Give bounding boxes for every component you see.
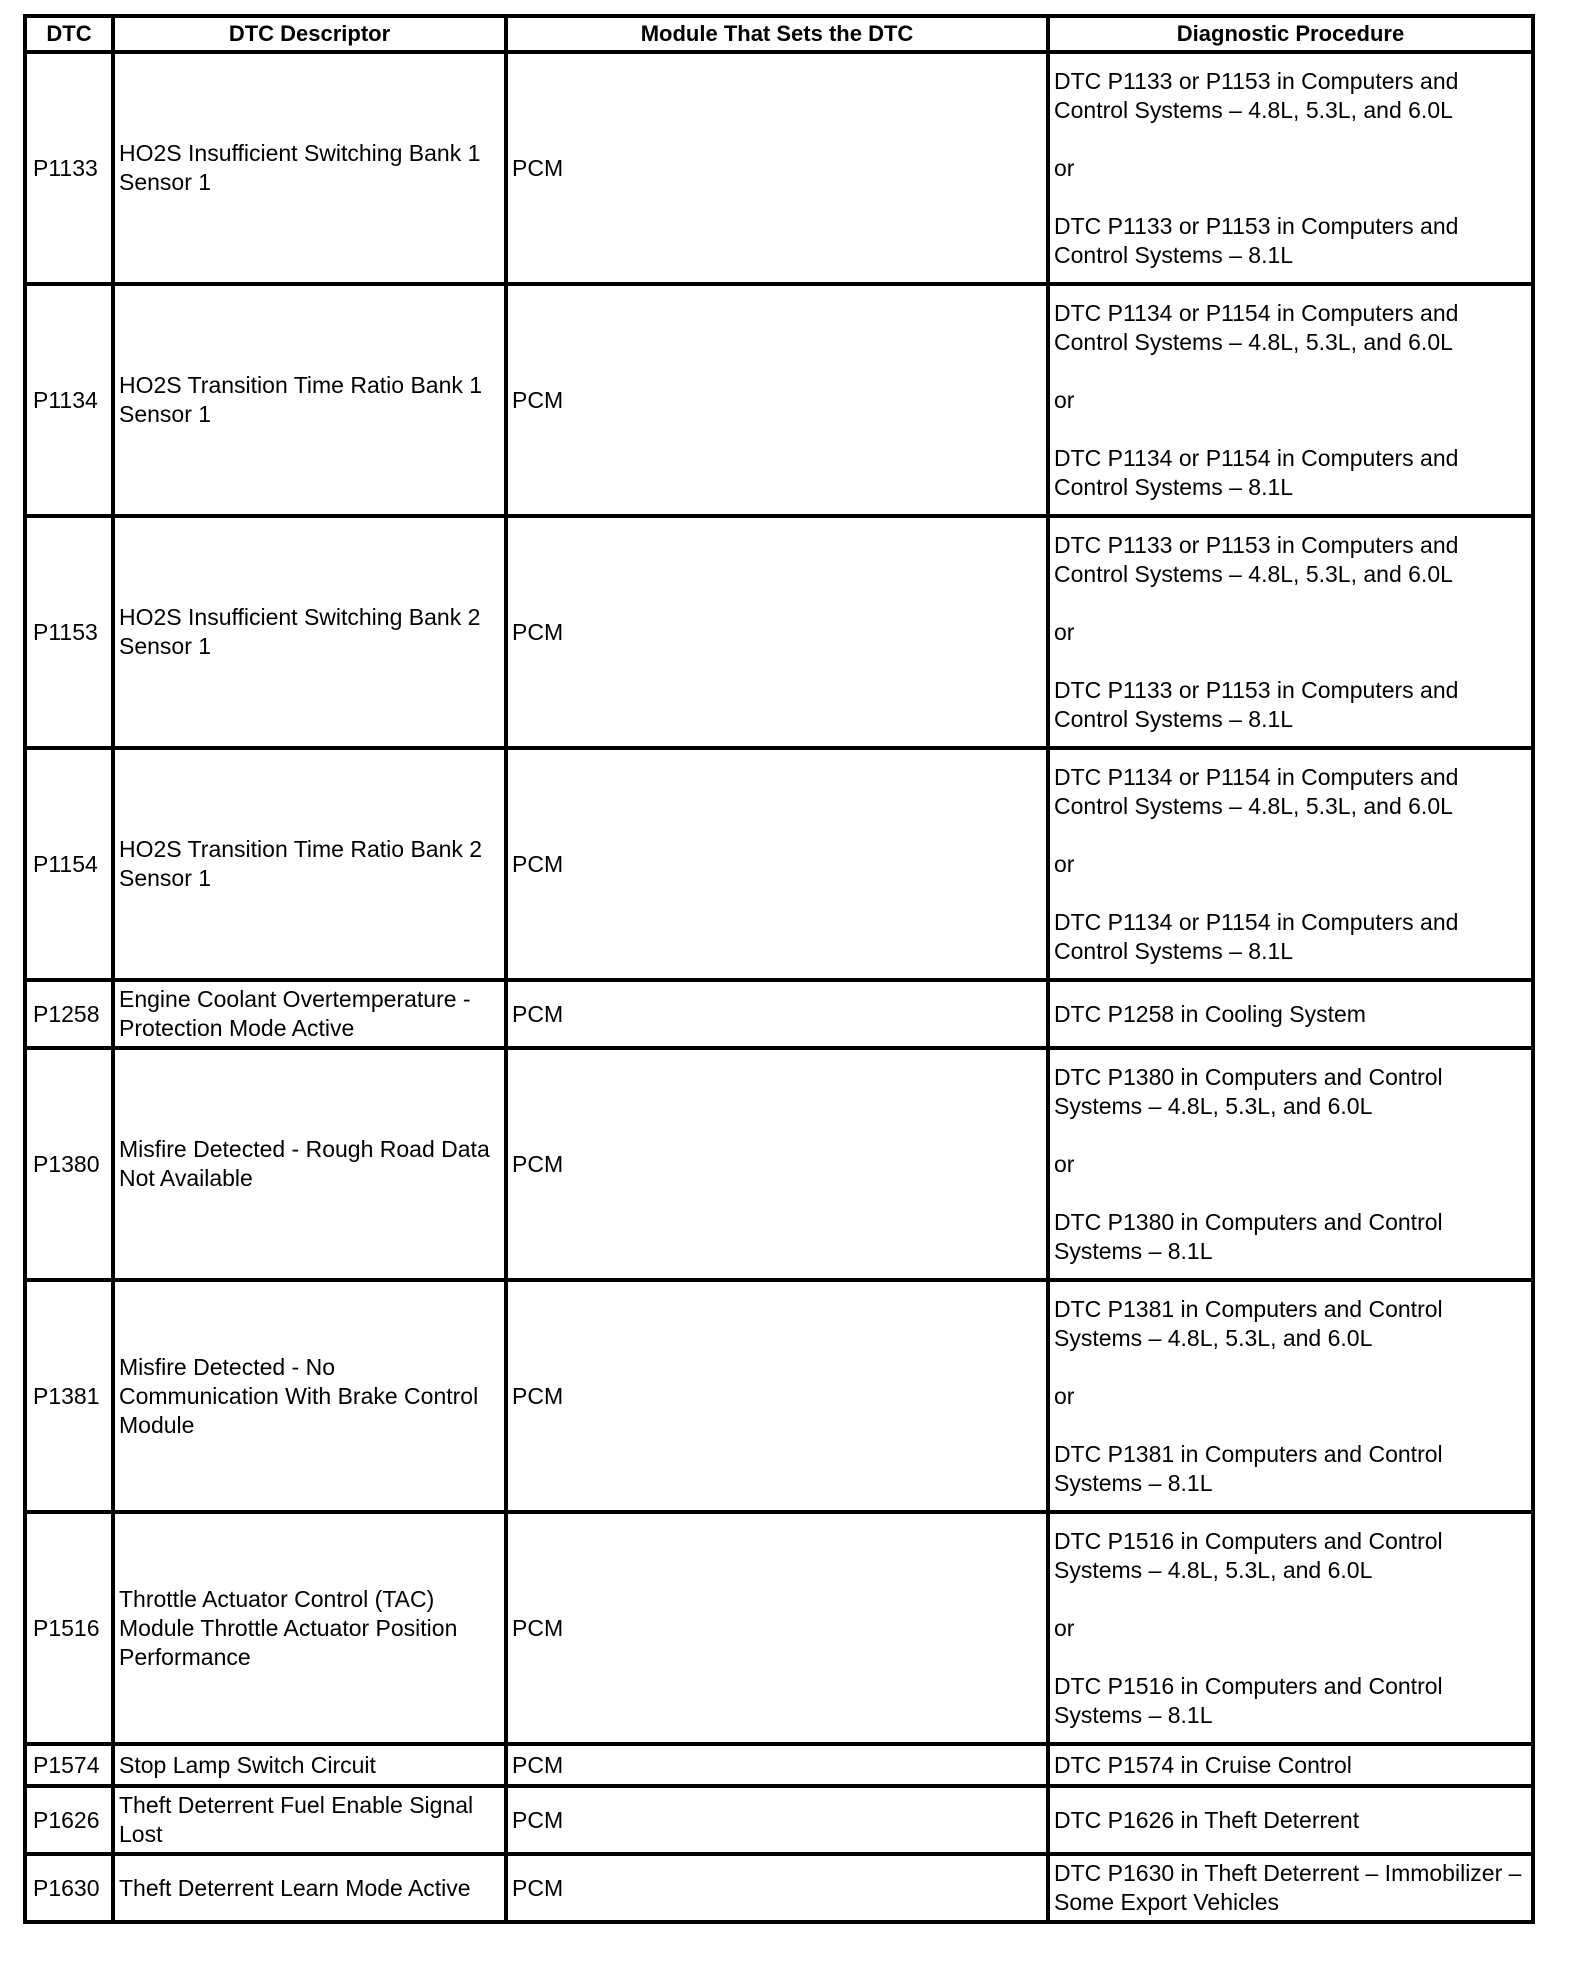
dtc-module: PCM (506, 284, 1048, 516)
table-row (25, 284, 1533, 516)
table-row (25, 52, 1533, 284)
dtc-code: P1381 (25, 1280, 113, 1512)
procedure-reference: DTC P1516 in Computers and Control Systems – 8.1L (1054, 1672, 1443, 1728)
dtc-descriptor: HO2S Transition Time Ratio Bank 2 Sensor 1 (113, 748, 506, 980)
procedure-reference: DTC P1626 in Theft Deterrent (1054, 1806, 1360, 1833)
dtc-descriptor: HO2S Transition Time Ratio Bank 1 Sensor 1 (113, 284, 506, 516)
diagnostic-procedure (1048, 1048, 1533, 1280)
procedure-reference: DTC P1133 or P1153 in Computers and Control Systems – 8.1L (1054, 212, 1459, 268)
procedure-spacer (1054, 589, 1527, 618)
procedure-or: or (1054, 1382, 1075, 1409)
procedure-or: or (1054, 618, 1075, 645)
dtc-code: P1154 (25, 748, 113, 980)
procedure-reference: DTC P1134 or P1154 in Computers and Control Systems – 4.8L, 5.3L, and 6.0L (1054, 763, 1459, 819)
procedure-reference: DTC P1134 or P1154 in Computers and Control Systems – 8.1L (1054, 908, 1459, 964)
dtc-module: PCM (506, 748, 1048, 980)
procedure-spacer (1054, 1121, 1527, 1150)
dtc-descriptor: HO2S Insufficient Switching Bank 1 Sensor 1 (113, 52, 506, 284)
procedure-spacer (1054, 125, 1527, 154)
procedure-spacer (1054, 415, 1527, 444)
dtc-table (23, 14, 1535, 1924)
procedure-reference: DTC P1381 in Computers and Control Systems – 8.1L (1054, 1440, 1443, 1496)
dtc-code: P1626 (25, 1786, 113, 1854)
table-row (25, 748, 1533, 980)
diagnostic-procedure (1048, 1854, 1533, 1922)
procedure-reference: DTC P1133 or P1153 in Computers and Control Systems – 4.8L, 5.3L, and 6.0L (1054, 67, 1459, 123)
table-row (25, 516, 1533, 748)
diagnostic-procedure (1048, 1512, 1533, 1744)
procedure-reference: DTC P1134 or P1154 in Computers and Control Systems – 4.8L, 5.3L, and 6.0L (1054, 299, 1459, 355)
header-procedure: Diagnostic Procedure (1048, 16, 1533, 52)
procedure-spacer (1054, 1643, 1527, 1672)
dtc-code: P1153 (25, 516, 113, 748)
dtc-module: PCM (506, 980, 1048, 1048)
header-module: Module That Sets the DTC (506, 16, 1048, 52)
dtc-module: PCM (506, 1512, 1048, 1744)
header-descriptor: DTC Descriptor (113, 16, 506, 52)
procedure-spacer (1054, 1179, 1527, 1208)
table-body (25, 52, 1533, 1922)
procedure-reference: DTC P1133 or P1153 in Computers and Control Systems – 4.8L, 5.3L, and 6.0L (1054, 531, 1459, 587)
dtc-code: P1258 (25, 980, 113, 1048)
table-row (25, 1744, 1533, 1786)
procedure-reference: DTC P1630 in Theft Deterrent – Immobilizer – Some Export Vehicles (1054, 1860, 1522, 1915)
dtc-code: P1134 (25, 284, 113, 516)
table-row (25, 1048, 1533, 1280)
header-dtc: DTC (25, 16, 113, 52)
diagnostic-procedure (1048, 516, 1533, 748)
dtc-code: P1574 (25, 1744, 113, 1786)
dtc-module: PCM (506, 1786, 1048, 1854)
procedure-reference: DTC P1574 in Cruise Control (1054, 1751, 1352, 1778)
dtc-module: PCM (506, 1854, 1048, 1922)
procedure-reference: DTC P1380 in Computers and Control Systems – 4.8L, 5.3L, and 6.0L (1054, 1063, 1443, 1119)
procedure-spacer (1054, 1411, 1527, 1440)
dtc-code: P1630 (25, 1854, 113, 1922)
dtc-code: P1380 (25, 1048, 113, 1280)
procedure-or: or (1054, 850, 1075, 877)
dtc-descriptor: Throttle Actuator Control (TAC) Module Throttle Actuator Position Performance (113, 1512, 506, 1744)
diagnostic-procedure (1048, 1280, 1533, 1512)
procedure-spacer (1054, 1585, 1527, 1614)
procedure-or: or (1054, 1150, 1075, 1177)
dtc-descriptor: Engine Coolant Overtemperature - Protection Mode Active (113, 980, 506, 1048)
procedure-reference: DTC P1380 in Computers and Control Systems – 8.1L (1054, 1208, 1443, 1264)
dtc-module: PCM (506, 52, 1048, 284)
dtc-descriptor: Misfire Detected - Rough Road Data Not Available (113, 1048, 506, 1280)
header-row (25, 16, 1533, 52)
diagnostic-procedure (1048, 284, 1533, 516)
procedure-spacer (1054, 1353, 1527, 1382)
dtc-descriptor: Stop Lamp Switch Circuit (113, 1744, 506, 1786)
procedure-spacer (1054, 183, 1527, 212)
procedure-reference: DTC P1258 in Cooling System (1054, 1000, 1366, 1027)
procedure-spacer (1054, 821, 1527, 850)
procedure-spacer (1054, 357, 1527, 386)
dtc-descriptor: HO2S Insufficient Switching Bank 2 Sensor 1 (113, 516, 506, 748)
table-header (25, 16, 1533, 52)
procedure-spacer (1054, 647, 1527, 676)
dtc-module: PCM (506, 1744, 1048, 1786)
procedure-reference: DTC P1516 in Computers and Control Systems – 4.8L, 5.3L, and 6.0L (1054, 1527, 1443, 1583)
diagnostic-procedure (1048, 52, 1533, 284)
dtc-module: PCM (506, 516, 1048, 748)
table-row (25, 980, 1533, 1048)
diagnostic-procedure (1048, 748, 1533, 980)
procedure-or: or (1054, 386, 1075, 413)
dtc-code: P1133 (25, 52, 113, 284)
table-row (25, 1512, 1533, 1744)
procedure-reference: DTC P1133 or P1153 in Computers and Control Systems – 8.1L (1054, 676, 1459, 732)
diagnostic-procedure (1048, 1786, 1533, 1854)
table-row (25, 1280, 1533, 1512)
procedure-or: or (1054, 154, 1075, 181)
diagnostic-procedure (1048, 980, 1533, 1048)
procedure-reference: DTC P1381 in Computers and Control Systems – 4.8L, 5.3L, and 6.0L (1054, 1295, 1443, 1351)
procedure-or: or (1054, 1614, 1075, 1641)
dtc-descriptor: Theft Deterrent Learn Mode Active (113, 1854, 506, 1922)
table-row (25, 1854, 1533, 1922)
table-row (25, 1786, 1533, 1854)
diagnostic-procedure (1048, 1744, 1533, 1786)
dtc-module: PCM (506, 1280, 1048, 1512)
procedure-spacer (1054, 879, 1527, 908)
procedure-reference: DTC P1134 or P1154 in Computers and Control Systems – 8.1L (1054, 444, 1459, 500)
dtc-descriptor: Theft Deterrent Fuel Enable Signal Lost (113, 1786, 506, 1854)
dtc-module: PCM (506, 1048, 1048, 1280)
dtc-code: P1516 (25, 1512, 113, 1744)
dtc-descriptor: Misfire Detected - No Communication With Brake Control Module (113, 1280, 506, 1512)
